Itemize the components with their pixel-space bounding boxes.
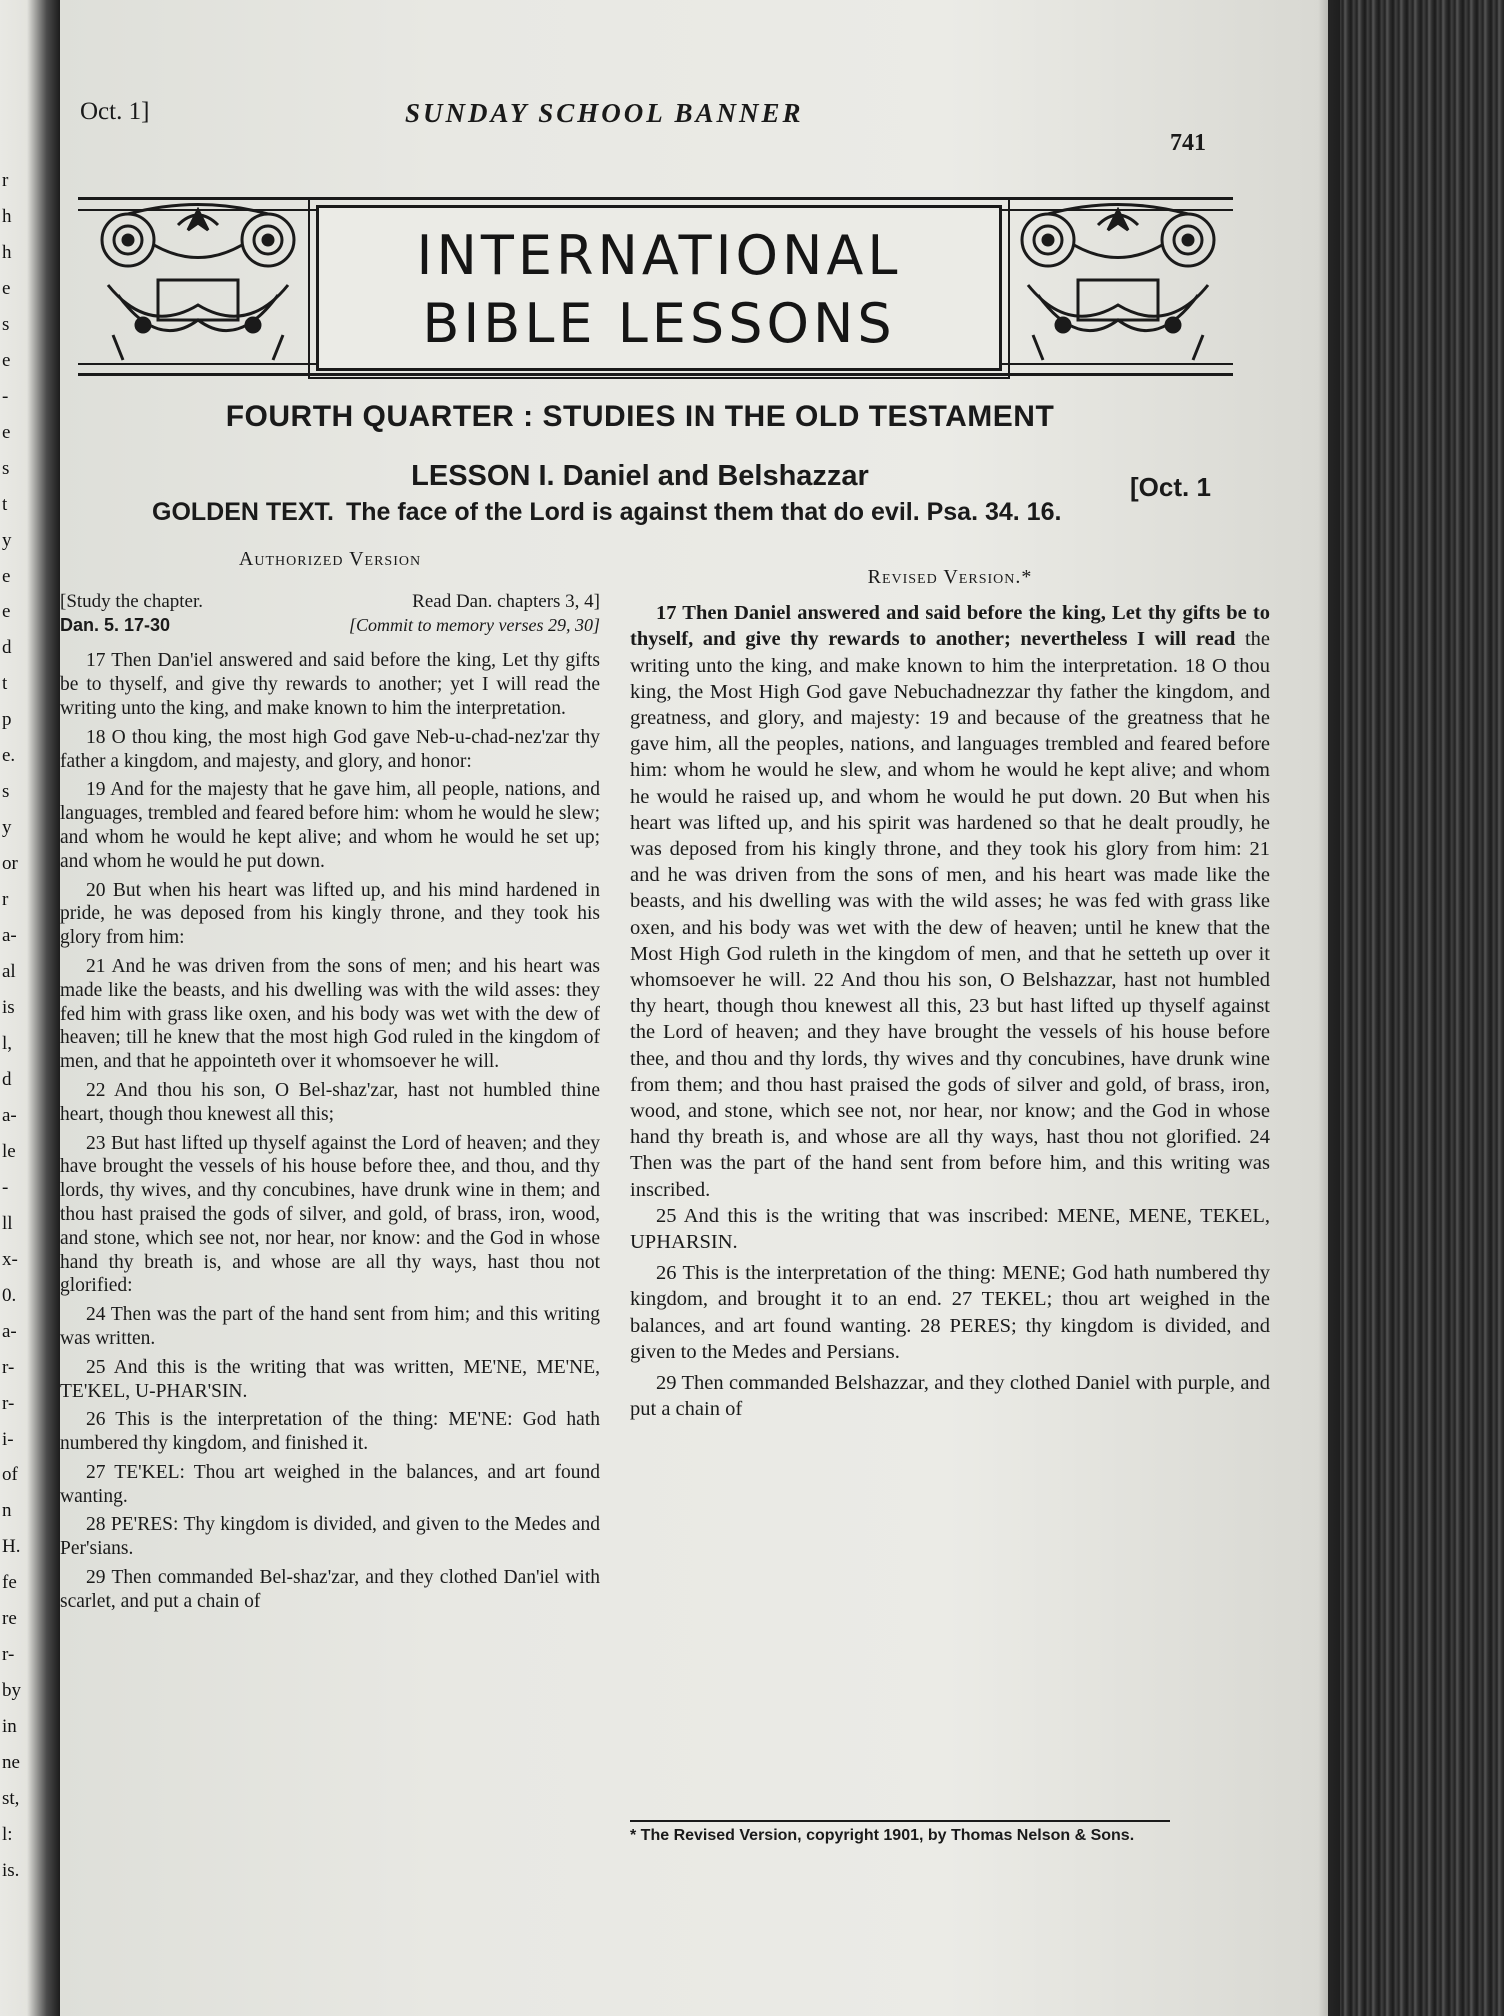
margin-fragment: st, xyxy=(2,1788,20,1809)
golden-text-body: The face of the Lord is against them that do evil. Psa. 34. 16. xyxy=(345,498,1062,526)
verse: 24 Then was the part of the hand sent from him; and this writing was written. xyxy=(60,1304,600,1349)
margin-fragment: is. xyxy=(2,1860,20,1881)
verse: 20 But when his heart was lifted up, and his mind hardened in pride, he was deposed from his kingly throne, and they took his glory from him: xyxy=(60,879,600,949)
margin-fragment: r xyxy=(2,889,9,910)
margin-fragment: a- xyxy=(2,1321,17,1342)
memory-verses: [Commit to memory verses 29, 30] xyxy=(349,614,600,635)
lessons-banner xyxy=(78,165,1233,377)
margin-fragment: e xyxy=(2,350,11,371)
margin-fragment: by xyxy=(2,1680,21,1701)
margin-fragment: s xyxy=(2,314,10,335)
authorized-version-heading: Authorized Version xyxy=(238,548,422,570)
book-page-edges xyxy=(1340,0,1504,2016)
verse: 17 Then Dan'iel answered and said before the king, Let thy gifts be to thyself, and give thy rewards to another; yet I will read the writing unto the king, and make known to him the interpretation. xyxy=(60,650,600,719)
margin-fragment: e xyxy=(2,422,11,443)
golden-text-label: GOLDEN TEXT. xyxy=(152,498,334,526)
margin-fragment: r xyxy=(2,170,9,191)
margin-fragment: a- xyxy=(2,925,17,946)
verse: 18 O thou king, the most high God gave Neb-u-chad-nez'zar thy father a kingdom, and majesty, and glory, and honor: xyxy=(60,726,600,772)
margin-fragment: r- xyxy=(2,1644,15,1665)
verse: 23 But hast lifted up thyself against the Lord of heaven; and they have brought the vessels of his house before thee, and thou, and thy lords, thy wives, and thy concubines, have drunk wine in them; and thou hast praised the gods of silver, and gold, of brass, iron, wood, and stone, which see not, nor hear, nor know: and the God in whose hand thy breath is, and whose are all thy ways, hast thou not glorified: xyxy=(60,1132,600,1297)
margin-fragment: or xyxy=(2,853,18,874)
margin-fragment: i- xyxy=(2,1429,14,1450)
margin-fragment: r- xyxy=(2,1357,15,1378)
margin-fragment: e xyxy=(2,601,11,622)
ornament-right-icon xyxy=(1008,185,1228,365)
golden-text xyxy=(152,498,1252,527)
verse: 27 TE'KEL: Thou art weighed in the balances, and art found wanting. xyxy=(60,1461,600,1507)
margin-fragment: y xyxy=(2,530,12,551)
scripture-reference-line xyxy=(60,614,600,638)
footnote-rule xyxy=(630,1820,1170,1822)
verse: 26 This is the interpretation of the thing: ME'NE: God hath numbered thy kingdom, and finished it. xyxy=(60,1409,600,1455)
margin-fragment: t xyxy=(2,673,8,694)
margin-fragment: l, xyxy=(2,1033,13,1054)
lesson-date: [Oct. 1 xyxy=(1130,472,1211,502)
margin-fragment: x- xyxy=(2,1249,18,1270)
margin-fragment: p xyxy=(2,709,12,730)
margin-fragment: - xyxy=(2,1177,9,1198)
revised-version-column xyxy=(630,548,1270,1428)
margin-fragment: e xyxy=(2,566,11,587)
page xyxy=(60,0,1328,2016)
margin-fragment: s xyxy=(2,458,10,479)
margin-fragment: ne xyxy=(2,1752,20,1773)
study-instruction-right: Read Dan. chapters 3, 4] xyxy=(412,590,600,612)
running-head-title: SUNDAY SCHOOL BANNER xyxy=(405,98,804,128)
margin-fragment: e xyxy=(2,278,11,299)
verse: 22 And thou his son, O Bel-shaz'zar, hast not humbled thine heart, though thou knewest all this; xyxy=(60,1079,600,1125)
lesson-title: LESSON I. Daniel and Belshazzar xyxy=(411,460,869,492)
revised-verse-29: 29 Then commanded Belshazzar, and they clothed Daniel with purple, and put a chain of xyxy=(630,1372,1270,1421)
margin-fragment: of xyxy=(2,1464,18,1485)
banner-title-line-1: INTERNATIONAL xyxy=(416,224,902,287)
revised-version-bold-intro: 17 Then Daniel answered and said before the king, Let thy gifts be to thyself, and give thy rewards to another; nevertheless I will read xyxy=(630,602,1270,651)
margin-fragment: a- xyxy=(2,1105,17,1126)
margin-fragment: ll xyxy=(2,1213,13,1234)
verse: 25 And this is the writing that was written, ME'NE, ME'NE, TE'KEL, U-PHAR'SIN. xyxy=(60,1356,600,1402)
margin-fragment: d xyxy=(2,637,12,658)
verse: 29 Then commanded Bel-shaz'zar, and they clothed Dan'iel with scarlet, and put a chain of xyxy=(60,1567,600,1612)
margin-fragment: d xyxy=(2,1069,12,1090)
authorized-version-column xyxy=(60,548,600,1619)
margin-fragment: al xyxy=(2,961,16,982)
study-instruction xyxy=(60,590,600,614)
study-instruction-left: [Study the chapter. xyxy=(60,590,203,612)
margin-fragment: l: xyxy=(2,1824,13,1845)
page-number: 741 xyxy=(1170,130,1206,156)
margin-fragment: n xyxy=(2,1500,12,1521)
scripture-reference: Dan. 5. 17-30 xyxy=(60,614,171,635)
banner-title-line-2: BIBLE LESSONS xyxy=(422,292,896,355)
ornament-left-icon xyxy=(88,185,308,365)
verse: 19 And for the majesty that he gave him, all people, nations, and languages, trembled and feared before him: whom he would he slew; and whom he would he kept alive; and whom he would he set up; and whom he would he put down. xyxy=(60,779,600,872)
margin-fragment: s xyxy=(2,781,10,802)
revised-verses-26-28: 26 This is the interpretation of the thing: MENE; God hath numbered thy kingdom, and brought it to an end. 27 TEKEL; thou art weighed in the balances, and art found wanting. 28 PERES; thy kingdom is divided, and given to the Medes and Persians. xyxy=(630,1262,1270,1363)
revised-version-text xyxy=(630,600,1270,1203)
quarter-heading: FOURTH QUARTER : STUDIES IN THE OLD TESTAMENT xyxy=(225,400,1055,433)
revised-version-body: the writing unto the king, and make known to him the interpretation. 18 O thou king, the Most High God gave Nebuchadnezzar thy father the kingdom, and greatness, and glory, and majesty: 19 and because of the greatness that he gave him, all the peoples, nations, and languages trembled and feared before him: whom he would he slew, and whom he would he kept alive; and whom he would he raised up, and whom he would he put down. 20 But when his heart was lifted up, and his spirit was hardened so that he dealt proudly, he was deposed from his kingly throne, and they took his glory from him: 21 and he was driven from the sons of men, and his heart was made like the beasts, and his dwelling was with the wild asses; he was fed with grass like oxen, and his body was wet with the dew of heaven; until he knew that the Most High God ruleth in the kingdom of men, and that he setteth up over it whomsoever he will. 22 And thou his son, O Belshazzar, hast not humbled thy heart, though thou knewest all this, 23 but hast lifted up thyself against the Lord of heaven; and they have brought the vessels of his house before thee, and thou and thy lords, thy wives and thy concubines, have drunk wine from them; and thou hast praised the gods of silver and gold, of brass, iron, wood, and stone, which see not, nor hear, nor know; and the God in whose hand thy breath is, and whose are all thy ways, hast thou not glorified. 24 Then was the part of the hand sent from before him, and this writing was inscribed. xyxy=(630,628,1270,1201)
footnote: * The Revised Version, copyright 1901, by Thomas Nelson & Sons. xyxy=(630,1827,1135,1844)
margin-fragment: y xyxy=(2,817,12,838)
margin-fragment: - xyxy=(2,386,9,407)
margin-fragment: h xyxy=(2,242,12,263)
margin-fragment: t xyxy=(2,494,8,515)
verse: 28 PE'RES: Thy kingdom is divided, and given to the Medes and Per'sians. xyxy=(60,1514,600,1560)
revised-verse-25: 25 And this is the writing that was inscribed: MENE, MENE, TEKEL, UPHARSIN. xyxy=(630,1204,1270,1254)
verse: 21 And he was driven from the sons of men; and his heart was made like the beasts, and his dwelling was with the wild asses: they fed him with grass like oxen, and his body was wet with the dew of heaven; till he knew that the most high God ruled in the kingdom of men, and that he appointeth over it whomsoever he will. xyxy=(60,955,600,1073)
margin-fragment: H. xyxy=(2,1536,21,1557)
running-head-date: Oct. 1] xyxy=(80,98,150,125)
margin-fragment: h xyxy=(2,206,12,227)
margin-fragment: is xyxy=(2,997,15,1018)
margin-fragment: fe xyxy=(2,1572,17,1593)
facing-page-margin xyxy=(0,0,60,2016)
margin-fragment: in xyxy=(2,1716,17,1737)
margin-fragment: e. xyxy=(2,745,16,766)
revised-version-heading: Revised Version.* xyxy=(867,566,1033,588)
margin-fragment: le xyxy=(2,1141,16,1162)
margin-fragment: 0. xyxy=(2,1285,17,1306)
banner-title-box xyxy=(316,205,1002,371)
margin-fragment: re xyxy=(2,1608,17,1629)
margin-fragment: r- xyxy=(2,1393,15,1414)
